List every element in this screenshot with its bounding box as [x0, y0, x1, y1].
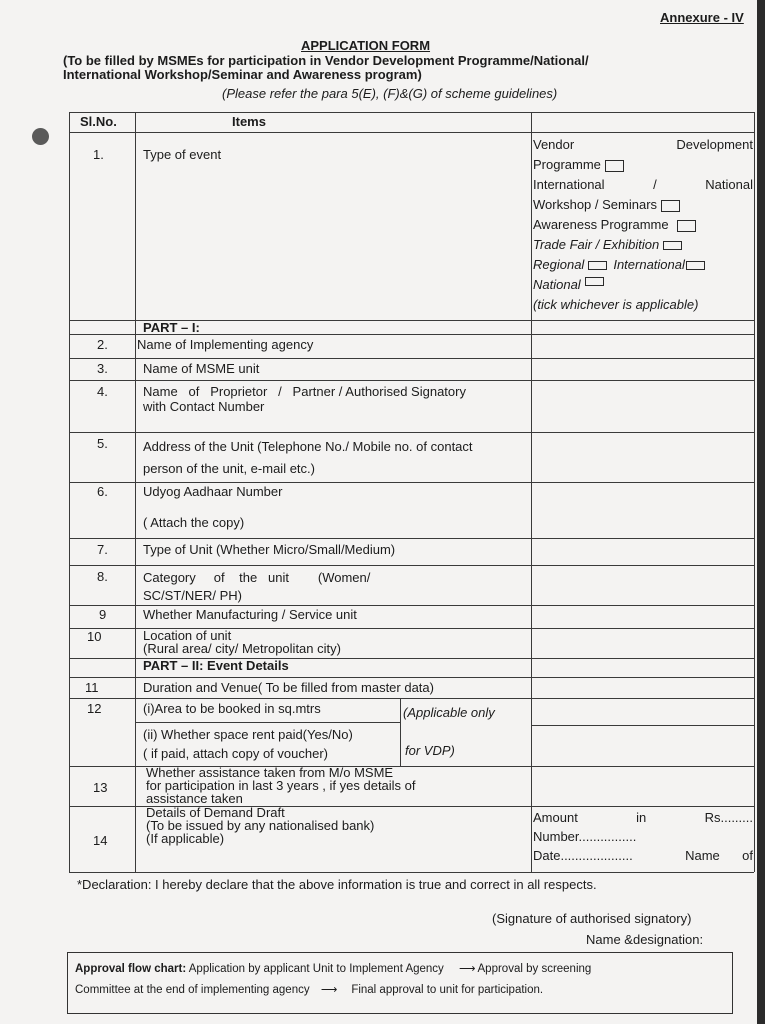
field-manufacturing-service[interactable] [532, 606, 753, 627]
row-number: 8. [97, 569, 108, 584]
flow-step-2b: Committee at the end of implementing agency [75, 984, 310, 996]
item-implementing-agency: Name of Implementing agency [137, 337, 314, 352]
field-proprietor-name[interactable] [532, 381, 753, 431]
name-designation-label: Name &designation: [586, 932, 704, 947]
flow-step-1: Application by applicant Unit to Implement Agency [188, 963, 444, 975]
field-unit-type[interactable] [532, 539, 753, 564]
checkbox-regional[interactable] [588, 261, 607, 270]
checkbox-awareness-programme[interactable] [677, 220, 696, 232]
field-implementing-agency[interactable] [532, 335, 753, 357]
col-header-items: Items [232, 114, 266, 129]
declaration-text: *Declaration: I hereby declare that the above information is true and correct in all respects. [77, 877, 597, 892]
row-number: 3. [97, 361, 108, 376]
field-unit-address[interactable] [532, 433, 753, 481]
scheme-reference: (Please refer the para 5(E), (F)&(G) of scheme guidelines) [222, 86, 558, 101]
form-title: APPLICATION FORM [301, 38, 431, 53]
tick-note: (tick whichever is applicable) [533, 297, 699, 312]
item-duration-venue: Duration and Venue( To be filled from master data) [143, 680, 434, 695]
row-number: 4. [97, 384, 108, 399]
field-dd-amount[interactable]: Rs......... [704, 810, 753, 825]
annexure-label: Annexure - IV [660, 10, 744, 25]
checkbox-international[interactable] [686, 261, 705, 270]
row-number: 5. [97, 436, 108, 451]
part-2-heading: PART – II: Event Details [143, 658, 289, 673]
field-previous-assistance[interactable] [532, 767, 753, 805]
row-number: 13 [93, 780, 108, 795]
row-number: 6. [97, 484, 108, 499]
arrow-right-icon: ⟶ [459, 963, 476, 975]
item-manufacturing-service: Whether Manufacturing / Service unit [143, 607, 357, 622]
row-number: 2. [97, 337, 108, 352]
field-dd-number[interactable]: Number................ [533, 829, 637, 844]
punch-hole [32, 128, 49, 145]
demand-draft-fields: Amount in Rs......... Number................ Date.................... Name of [533, 810, 753, 863]
form-subtitle-line2: International Workshop/Seminar and Awareness program) [63, 67, 422, 82]
row-number: 12 [87, 701, 102, 716]
event-type-options: Vendor Development Programme International / National Workshop / Seminars Awareness Programme Trade Fair / Exhibition Regional International National (tick whichever is applicable) [533, 137, 753, 312]
row-number: 14 [93, 833, 108, 848]
item-previous-assistance: Whether assistance taken from M/o MSME for participation in last 3 years , if yes details of assistance taken [146, 765, 416, 806]
vdp-note-line1: (Applicable only [403, 705, 495, 720]
field-msme-unit-name[interactable] [532, 359, 753, 379]
field-dd-date[interactable]: Date.................... [533, 848, 633, 863]
checkbox-workshop-seminars[interactable] [661, 200, 680, 212]
item-type-of-event: Type of event [143, 147, 222, 162]
item-unit-type: Type of Unit (Whether Micro/Small/Medium) [143, 542, 396, 557]
row-number: 10 [87, 629, 102, 644]
item-msme-unit-name: Name of MSME unit [143, 361, 260, 376]
field-area-sqm[interactable] [532, 699, 753, 724]
field-duration-venue[interactable] [532, 678, 753, 697]
field-unit-category[interactable] [532, 566, 753, 604]
flow-step-3: Final approval to unit for participation. [351, 984, 544, 996]
item-demand-draft: Details of Demand Draft (To be issued by any nationalised bank) (If applicable) [146, 805, 375, 846]
approval-flow-box [67, 952, 733, 1014]
vdp-note-line2: for VDP) [405, 743, 455, 758]
item-area-sqm: (i)Area to be booked in sq.mtrs [143, 701, 321, 716]
col-header-slno: Sl.No. [80, 114, 117, 129]
item-unit-location: Location of unit (Rural area/ city/ Metropolitan city) [143, 628, 341, 656]
scan-edge [757, 0, 765, 1024]
item-udyog-aadhaar: Udyog Aadhaar Number ( Attach the copy) [143, 484, 283, 530]
row-number: 1. [93, 147, 104, 162]
item-unit-address: Address of the Unit (Telephone No./ Mobile no. of contact person of the unit, e-mail etc.) [143, 439, 473, 476]
item-proprietor-name: Name of Proprietor / Partner / Authorised Signatory with Contact Number [143, 384, 466, 414]
field-unit-location[interactable] [532, 629, 753, 657]
row-number: 9 [99, 607, 107, 622]
checkbox-vendor-development[interactable] [605, 160, 624, 172]
item-space-rent-paid: (ii) Whether space rent paid(Yes/No) ( if paid, attach copy of voucher) [143, 727, 353, 761]
checkbox-national[interactable] [585, 277, 604, 286]
field-udyog-aadhaar[interactable] [532, 483, 753, 537]
row-number: 11 [85, 680, 99, 695]
flow-step-2a: Approval by screening [477, 963, 592, 975]
item-unit-category: Category of the unit (Women/ SC/ST/NER/ PH) [143, 570, 371, 603]
form-subtitle-line1: (To be filled by MSMEs for participation in Vendor Development Programme/National/ [63, 53, 589, 68]
signature-label: (Signature of authorised signatory) [492, 911, 692, 926]
row-number: 7. [97, 542, 108, 557]
flow-label: Approval flow chart: [75, 963, 187, 975]
field-space-rent-paid[interactable] [532, 726, 753, 765]
checkbox-trade-fair[interactable] [663, 241, 682, 250]
arrow-right-icon: ⟶ [320, 984, 338, 996]
part-1-heading: PART – I: [143, 320, 200, 335]
